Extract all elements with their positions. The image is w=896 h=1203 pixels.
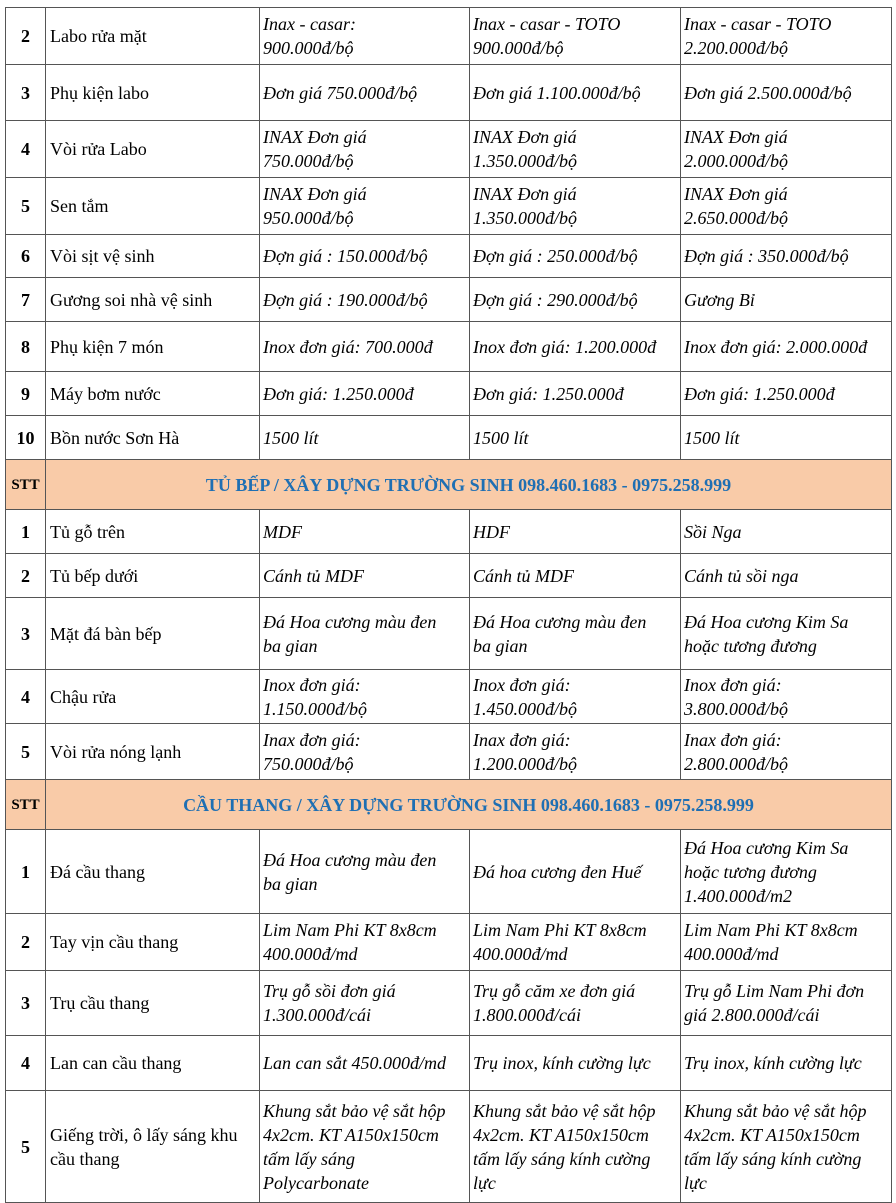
item-name-text: Gương soi nhà vệ sinh: [50, 289, 213, 310]
option-text: MDF: [263, 521, 302, 542]
option-cell: [470, 65, 681, 121]
option-cell: [681, 598, 892, 670]
item-name-text: Tay vịn cầu thang: [50, 932, 179, 952]
item-name: [46, 830, 260, 914]
table-row: [6, 1091, 892, 1203]
item-name: [46, 235, 260, 278]
option-text: Đá Hoa cương màu đen ba gian: [473, 611, 647, 656]
row-number: 7: [6, 278, 46, 322]
option-text: Trụ gỗ căm xe đơn giá 1.800.000đ/cái: [473, 981, 636, 1025]
table-row: [6, 830, 892, 914]
item-name-text: Labo rửa mặt: [50, 26, 147, 46]
row-number: 2: [6, 8, 46, 65]
row-number: 5: [6, 178, 46, 235]
option-cell: [470, 554, 681, 598]
option-text: Khung sắt bảo vệ sắt hộp 4x2cm. KT A150x150cm tấm lấy sáng Polycarbonate: [263, 1100, 446, 1193]
option-text: Trụ inox, kính cường lực: [473, 1053, 651, 1073]
item-name-text: Đá cầu thang: [50, 861, 145, 882]
row-number: 5: [6, 1091, 46, 1203]
table-row: [6, 724, 892, 780]
option-text: Inox đơn giá: 2.000.000đ: [684, 336, 868, 357]
option-text: Inox đơn giá: 700.000đ: [263, 336, 433, 357]
section-title: TỦ BẾP / XÂY DỰNG TRƯỜNG SINH 098.460.1683 - 0975.258.999: [46, 460, 892, 510]
item-name-text: Máy bơm nước: [50, 383, 161, 404]
item-name-text: Vòi rửa nóng lạnh: [50, 741, 182, 762]
item-name-text: Vòi rửa Labo: [50, 139, 147, 159]
option-cell: [681, 1036, 892, 1091]
option-text: Đợn giá : 150.000đ/bộ: [263, 246, 428, 266]
option-text: Inax đơn giá: 1.200.000đ/bộ: [473, 729, 578, 774]
option-cell: [681, 554, 892, 598]
option-cell: [681, 178, 892, 235]
option-text: 1500 lít: [684, 427, 740, 448]
option-cell: [681, 322, 892, 372]
option-text: Đơn giá: 1.250.000đ: [684, 383, 835, 404]
option-cell: [681, 278, 892, 322]
row-number: 1: [6, 830, 46, 914]
option-text: Khung sắt bảo vệ sắt hộp 4x2cm. KT A150x150cm tấm lấy sáng kính cường lực: [684, 1100, 867, 1193]
item-name-text: Vòi sịt vệ sinh: [50, 246, 155, 266]
option-text: Lim Nam Phi KT 8x8cm 400.000đ/md: [263, 920, 437, 964]
option-text: Trụ gỗ sồi đơn giá 1.300.000đ/cái: [263, 981, 396, 1025]
option-cell: [260, 971, 470, 1036]
option-text: Inax đơn giá: 750.000đ/bộ: [263, 729, 361, 774]
table-row: [6, 554, 892, 598]
option-cell: [470, 178, 681, 235]
item-name-text: Phụ kiện 7 món: [50, 336, 164, 357]
option-text: 1500 lít: [263, 427, 319, 448]
item-name: [46, 510, 260, 554]
option-text: Đá Hoa cương Kim Sa hoặc tương đương 1.400.000đ/m2: [684, 837, 849, 906]
table-row: [6, 670, 892, 724]
row-number: 2: [6, 554, 46, 598]
item-name-text: Phụ kiện labo: [50, 82, 149, 103]
option-cell: [470, 278, 681, 322]
table-row: [6, 178, 892, 235]
option-cell: [470, 416, 681, 460]
option-cell: [260, 65, 470, 121]
item-name: [46, 178, 260, 235]
option-text: Inox đơn giá: 3.800.000đ/bộ: [684, 674, 789, 719]
option-cell: [470, 1091, 681, 1203]
option-cell: [260, 1091, 470, 1203]
option-text: Đá Hoa cương Kim Sa hoặc tương đương: [684, 611, 849, 656]
option-cell: [681, 372, 892, 416]
item-name-text: Giếng trời, ô lấy sáng khu cầu thang: [50, 1124, 238, 1169]
option-text: Inox đơn giá: 1.200.000đ: [473, 336, 657, 357]
item-name-text: Lan can cầu thang: [50, 1053, 182, 1073]
option-cell: [470, 724, 681, 780]
option-text: Đơn giá 750.000đ/bộ: [263, 82, 418, 103]
option-cell: [681, 416, 892, 460]
option-cell: [470, 510, 681, 554]
option-cell: [260, 830, 470, 914]
option-cell: [470, 1036, 681, 1091]
option-cell: [260, 322, 470, 372]
option-text: INAX Đơn giá 2.000.000đ/bộ: [684, 127, 789, 171]
option-text: Inax - casar: 900.000đ/bộ: [263, 14, 356, 58]
row-number: 9: [6, 372, 46, 416]
item-name: [46, 322, 260, 372]
option-cell: [260, 1036, 470, 1091]
item-name-text: Chậu rửa: [50, 686, 117, 707]
option-text: Đơn giá 1.100.000đ/bộ: [473, 82, 641, 103]
option-cell: [470, 372, 681, 416]
item-name: [46, 372, 260, 416]
option-text: Gương Bỉ: [684, 289, 755, 310]
option-cell: [260, 416, 470, 460]
option-text: Sồi Nga: [684, 521, 742, 542]
option-text: Lim Nam Phi KT 8x8cm 400.000đ/md: [684, 920, 858, 964]
item-name-text: Tủ bếp dưới: [50, 565, 139, 586]
option-cell: [260, 598, 470, 670]
row-number: 1: [6, 510, 46, 554]
option-cell: [681, 510, 892, 554]
table-row: [6, 235, 892, 278]
option-text: Đợn giá : 350.000đ/bộ: [684, 246, 849, 266]
item-name-text: Tủ gỗ trên: [50, 521, 125, 542]
item-name: [46, 1091, 260, 1203]
option-text: Inox đơn giá: 1.450.000đ/bộ: [473, 674, 578, 719]
section-stt-label: STT: [6, 780, 46, 830]
item-name-text: Mặt đá bàn bếp: [50, 623, 162, 644]
option-text: Đợn giá : 190.000đ/bộ: [263, 289, 428, 310]
option-text: Đợn giá : 250.000đ/bộ: [473, 246, 638, 266]
table-row: [6, 121, 892, 178]
item-name: [46, 416, 260, 460]
item-name: [46, 971, 260, 1036]
option-text: Cánh tủ MDF: [473, 565, 574, 586]
table-row: [6, 971, 892, 1036]
option-cell: [681, 914, 892, 971]
option-text: Inax đơn giá: 2.800.000đ/bộ: [684, 729, 789, 774]
option-text: 1500 lít: [473, 427, 529, 448]
section-header-row: [6, 460, 892, 510]
table-row: [6, 510, 892, 554]
item-name-text: Sen tắm: [50, 196, 109, 216]
price-table-body: [6, 8, 892, 1203]
item-name: [46, 278, 260, 322]
option-cell: [260, 510, 470, 554]
row-number: 10: [6, 416, 46, 460]
option-cell: [470, 121, 681, 178]
item-name: [46, 670, 260, 724]
option-cell: [681, 8, 892, 65]
row-number: 5: [6, 724, 46, 780]
option-text: Inox đơn giá: 1.150.000đ/bộ: [263, 674, 368, 719]
table-row: [6, 372, 892, 416]
table-row: [6, 322, 892, 372]
row-number: 4: [6, 121, 46, 178]
row-number: 8: [6, 322, 46, 372]
option-cell: [470, 598, 681, 670]
option-text: Inax - casar - TOTO 900.000đ/bộ: [473, 14, 621, 58]
option-text: INAX Đơn giá 2.650.000đ/bộ: [684, 184, 789, 228]
item-name: [46, 554, 260, 598]
option-text: Đơn giá: 1.250.000đ: [263, 383, 414, 404]
option-text: Trụ gỗ Lim Nam Phi đơn giá 2.800.000đ/cái: [684, 981, 865, 1025]
option-cell: [260, 554, 470, 598]
table-row: [6, 914, 892, 971]
option-text: Lim Nam Phi KT 8x8cm 400.000đ/md: [473, 920, 647, 964]
option-cell: [470, 8, 681, 65]
row-number: 3: [6, 971, 46, 1036]
option-text: Trụ inox, kính cường lực: [684, 1053, 862, 1073]
option-cell: [260, 178, 470, 235]
item-name: [46, 65, 260, 121]
option-cell: [470, 830, 681, 914]
option-text: Đá hoa cương đen Huế: [473, 861, 642, 882]
option-text: Khung sắt bảo vệ sắt hộp 4x2cm. KT A150x150cm tấm lấy sáng kính cường lực: [473, 1100, 656, 1193]
option-cell: [470, 670, 681, 724]
table-row: [6, 278, 892, 322]
option-cell: [681, 724, 892, 780]
option-text: Đá Hoa cương màu đen ba gian: [263, 611, 437, 656]
item-name-text: Trụ cầu thang: [50, 993, 150, 1013]
option-cell: [681, 1091, 892, 1203]
option-text: Đá Hoa cương màu đen ba gian: [263, 849, 437, 894]
table-row: [6, 598, 892, 670]
option-cell: [681, 971, 892, 1036]
option-cell: [260, 724, 470, 780]
option-cell: [260, 235, 470, 278]
item-name: [46, 121, 260, 178]
option-cell: [260, 8, 470, 65]
option-text: Cánh tủ sồi nga: [684, 565, 799, 586]
price-table: [5, 7, 892, 1203]
option-text: Inax - casar - TOTO 2.200.000đ/bộ: [684, 14, 832, 58]
row-number: 4: [6, 670, 46, 724]
option-cell: [681, 830, 892, 914]
option-text: Lan can sắt 450.000đ/md: [263, 1053, 447, 1073]
item-name: [46, 724, 260, 780]
item-name: [46, 8, 260, 65]
option-cell: [681, 670, 892, 724]
item-name: [46, 914, 260, 971]
option-text: Cánh tủ MDF: [263, 565, 364, 586]
row-number: 2: [6, 914, 46, 971]
option-cell: [681, 235, 892, 278]
option-cell: [470, 971, 681, 1036]
option-cell: [260, 121, 470, 178]
section-title: CẦU THANG / XÂY DỰNG TRƯỜNG SINH 098.460.1683 - 0975.258.999: [46, 780, 892, 830]
option-text: Đơn giá: 1.250.000đ: [473, 383, 624, 404]
option-cell: [470, 235, 681, 278]
table-row: [6, 65, 892, 121]
table-row: [6, 1036, 892, 1091]
row-number: 3: [6, 65, 46, 121]
section-header-row: [6, 780, 892, 830]
option-cell: [260, 670, 470, 724]
item-name: [46, 598, 260, 670]
option-cell: [681, 121, 892, 178]
option-text: INAX Đơn giá 1.350.000đ/bộ: [473, 127, 578, 171]
option-text: Đơn giá 2.500.000đ/bộ: [684, 82, 852, 103]
option-cell: [470, 914, 681, 971]
option-cell: [260, 278, 470, 322]
row-number: 3: [6, 598, 46, 670]
item-name-text: Bồn nước Sơn Hà: [50, 427, 180, 448]
option-cell: [681, 65, 892, 121]
table-row: [6, 416, 892, 460]
option-text: INAX Đơn giá 1.350.000đ/bộ: [473, 184, 578, 228]
option-text: INAX Đơn giá 950.000đ/bộ: [263, 184, 367, 228]
option-cell: [470, 322, 681, 372]
item-name: [46, 1036, 260, 1091]
table-row: [6, 8, 892, 65]
row-number: 6: [6, 235, 46, 278]
option-text: Đợn giá : 290.000đ/bộ: [473, 289, 638, 310]
option-text: HDF: [473, 521, 510, 542]
option-cell: [260, 372, 470, 416]
section-stt-label: STT: [6, 460, 46, 510]
option-cell: [260, 914, 470, 971]
option-text: INAX Đơn giá 750.000đ/bộ: [263, 127, 367, 171]
row-number: 4: [6, 1036, 46, 1091]
